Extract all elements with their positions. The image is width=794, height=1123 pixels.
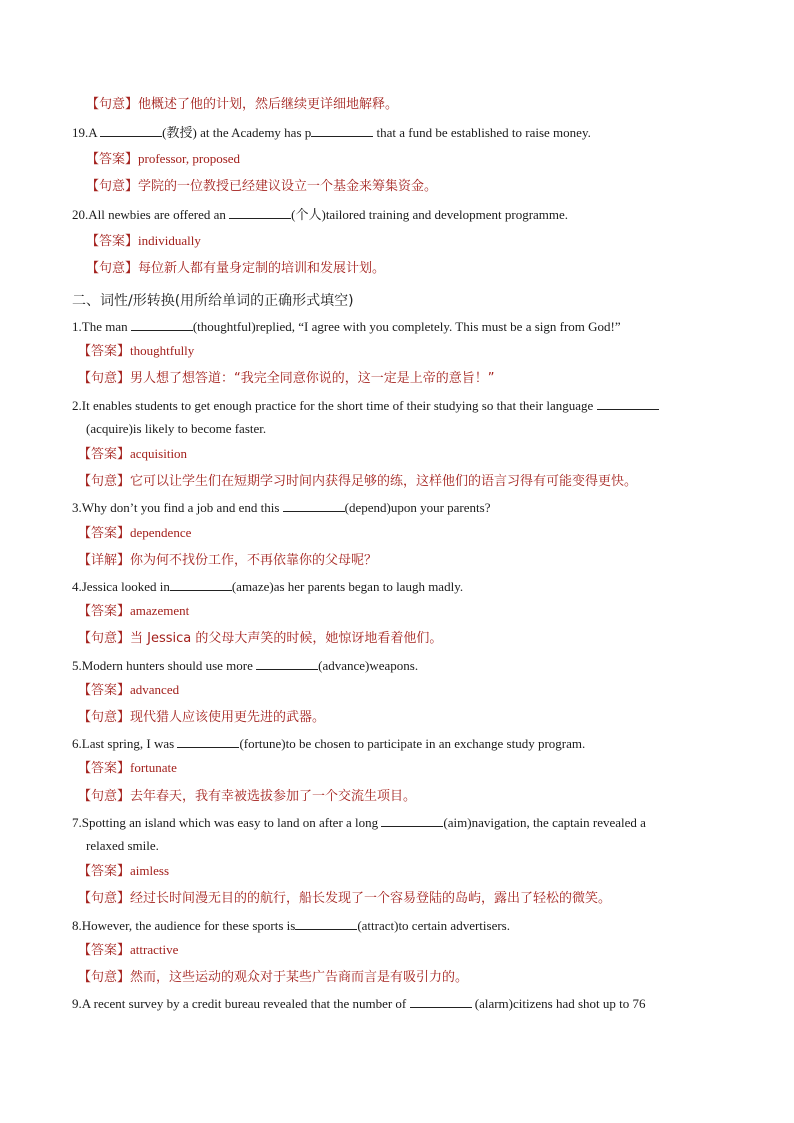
s2-q1-answer: 【答案】thoughtfully [78,343,195,358]
s2-q1-meaning: 【句意】男人想了想答道：“我完全同意你说的，这一定是上帝的意旨！” [78,370,495,386]
s2-q8-meaning: 【句意】然而，这些运动的观众对于某些广告商而言是有吸引力的。 [78,969,469,985]
s2-q8-answer: 【答案】attractive [78,942,179,957]
q19-meaning: 【句意】学院的一位教授已经建议设立一个基金来筹集资金。 [86,178,438,194]
answer-blank[interactable] [256,657,318,670]
s2-question-8: 8.However, the audience for these sports is (attract)to certain advertisers. [72,918,510,933]
section-heading: 二、词性/形转换(用所给单词的正确形式填空) [72,293,354,309]
s2-q3-answer: 【答案】dependence [78,525,192,540]
s2-question-3: 3.Why don’t you find a job and end this (depend)upon your parents? [72,500,491,515]
s2-q5-meaning: 【句意】现代猎人应该使用更先进的武器。 [78,709,326,725]
s2-question-4: 4.Jessica looked in (amaze)as her parents began to laugh madly. [72,579,464,594]
answer-blank[interactable] [597,397,659,410]
q20-meaning: 【句意】每位新人都有量身定制的培训和发展计划。 [86,260,386,276]
s2-q7-meaning: 【句意】经过长时间漫无目的的航行，船长发现了一个容易登陆的岛屿，露出了轻松的微笑。 [78,890,612,906]
s2-q6-meaning: 【句意】去年春天，我有幸被选拔参加了一个交流生项目。 [78,788,417,804]
s2-question-7: 7.Spotting an island which was easy to land on after a long (aim)navigation, the captain revealed a [72,815,646,830]
answer-blank[interactable] [283,499,345,512]
s2-question-1: 1.The man (thoughtful)replied, “I agree with you completely. This must be a sign from God!” [72,319,621,334]
s2-question-6: 6.Last spring, I was (fortune)to be chosen to participate in an exchange study program. [72,736,586,751]
s2-q4-answer: 【答案】amazement [78,603,190,618]
answer-blank[interactable] [311,124,373,137]
s2-question-5: 5.Modern hunters should use more (advance)weapons. [72,658,419,673]
s2-q7-answer: 【答案】aimless [78,863,170,878]
s2-q5-answer: 【答案】advanced [78,682,180,697]
answer-blank[interactable] [131,318,193,331]
s2-question-7-cont: relaxed smile. [86,838,159,853]
answer-blank[interactable] [177,735,239,748]
answer-blank[interactable] [229,206,291,219]
q18-meaning: 【句意】他概述了他的计划，然后继续更详细地解释。 [86,96,399,112]
q19-answer: 【答案】professor, proposed [86,151,241,166]
answer-blank[interactable] [170,578,232,591]
answer-blank[interactable] [410,995,472,1008]
s2-q2-answer: 【答案】acquisition [78,446,188,461]
s2-question-9: 9.A recent survey by a credit bureau revealed that the number of (alarm)citizens had shot up to 76 [72,996,646,1011]
question-19: 19.A (教授) at the Academy has p that a fund be established to raise money. [72,125,591,140]
answer-blank[interactable] [295,917,357,930]
s2-question-2-cont: (acquire)is likely to become faster. [86,421,267,436]
q20-answer: 【答案】individually [86,233,201,248]
s2-q6-answer: 【答案】fortunate [78,760,177,775]
s2-q2-meaning: 【句意】它可以让学生们在短期学习时间内获得足够的练，这样他们的语言习得有可能变得更快。 [78,473,638,489]
s2-q3-detail: 【详解】你为何不找份工作，不再依靠你的父母呢？ [78,552,378,568]
s2-q4-meaning: 【句意】当 Jessica 的父母大声笑的时候，她惊讶地看着他们。 [78,630,443,646]
answer-blank[interactable] [381,814,443,827]
answer-blank[interactable] [100,124,162,137]
question-20: 20.All newbies are offered an (个人)tailored training and development programme. [72,207,569,222]
s2-question-2: 2.It enables students to get enough practice for the short time of their studying so that their language [72,397,659,414]
